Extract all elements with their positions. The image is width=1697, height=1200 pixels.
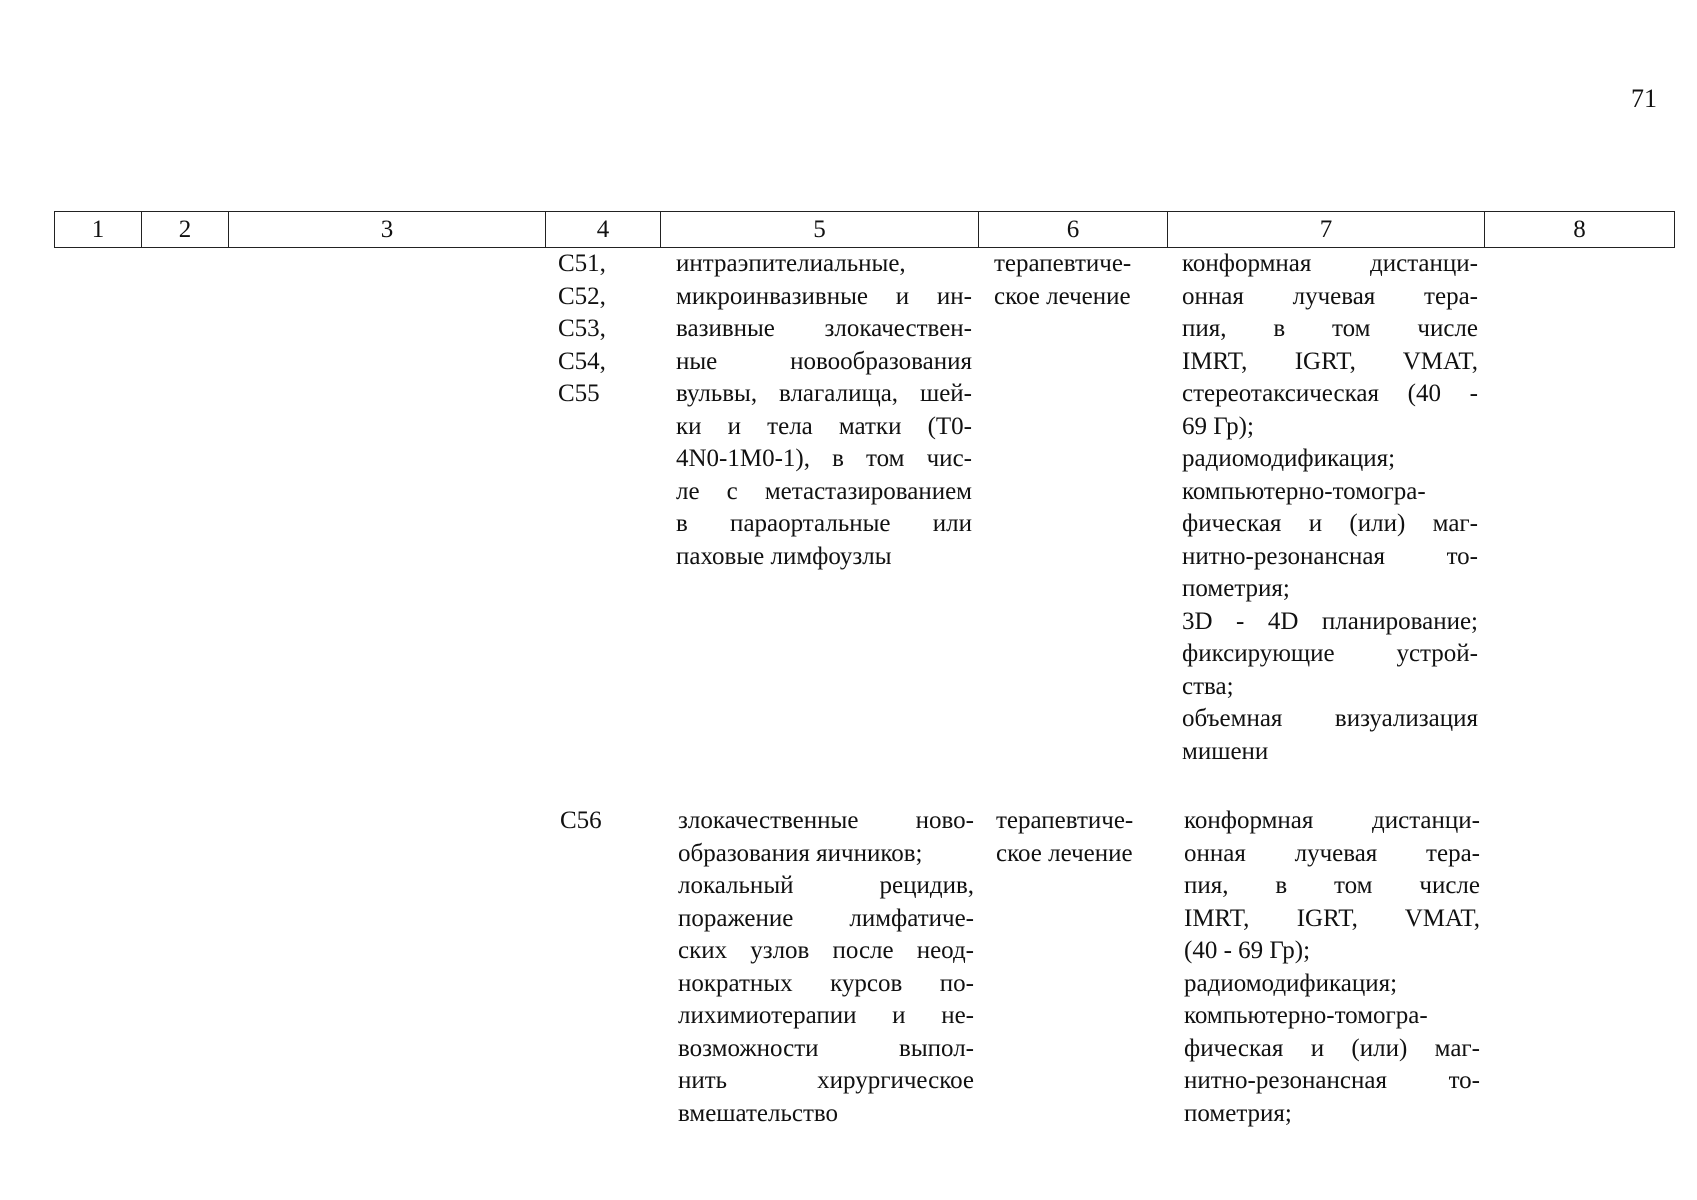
column-number-1: 1	[55, 212, 142, 248]
description-line: микроинвазивные и ин-	[676, 282, 972, 310]
method-line: радиомодификация;	[1184, 969, 1398, 997]
description-line: лихимиотерапии и не-	[678, 1002, 974, 1029]
treatment-line: ское лечение	[996, 839, 1133, 867]
method-line: (40 - 69 Гр);	[1184, 937, 1311, 964]
description-line: образования яичников;	[678, 839, 923, 867]
description-line: 4N0-1М0-1), в том чис-	[676, 445, 972, 472]
code-line: C54,	[558, 347, 606, 375]
column-number-5: 5	[661, 212, 979, 248]
description-line: интраэпителиальные,	[676, 250, 906, 277]
method-line: пия, в том числе	[1182, 315, 1478, 342]
treatment-line: терапевтиче-	[994, 250, 1132, 277]
code-line: C53,	[558, 315, 606, 342]
method-line: компьютерно-томогра-	[1182, 477, 1426, 505]
method-line: IMRT, IGRT, VMAT,	[1182, 347, 1478, 375]
method-line: пометрия;	[1184, 1099, 1292, 1127]
method-line: онная лучевая тера-	[1182, 282, 1478, 310]
method-line: стереотаксическая (40 -	[1182, 380, 1478, 407]
method-line: онная лучевая тера-	[1184, 839, 1480, 867]
method-line: нитно-резонансная то-	[1184, 1067, 1480, 1094]
method-line: ства;	[1182, 672, 1234, 700]
method-line: нитно-резонансная то-	[1182, 542, 1478, 570]
method-line: пометрия;	[1182, 575, 1290, 602]
description-line: вульвы, влагалища, шей-	[676, 380, 972, 407]
column-number-6: 6	[979, 212, 1168, 248]
method-line: фиксирующие устрой-	[1182, 640, 1478, 667]
code-line: C51,	[558, 250, 606, 277]
description-line: поражение лимфатиче-	[678, 904, 974, 932]
code-line: C55	[558, 380, 600, 407]
code-line: C52,	[558, 282, 606, 310]
method-line: радиомодификация;	[1182, 445, 1396, 472]
description-line: ских узлов после неод-	[678, 937, 974, 964]
method-line: конформная дистанци-	[1182, 250, 1478, 277]
table-header	[54, 211, 1675, 248]
column-number-7: 7	[1168, 212, 1485, 248]
treatment-line: терапевтиче-	[996, 807, 1134, 834]
method-line: конформная дистанци-	[1184, 807, 1480, 834]
description-line: возможности выпол-	[678, 1034, 974, 1062]
description-line: в параортальные или	[676, 510, 972, 537]
column-number-8: 8	[1485, 212, 1675, 248]
description-line: локальный рецидив,	[678, 872, 974, 899]
description-line: ные новообразования	[676, 347, 972, 375]
method-line: компьютерно-томогра-	[1184, 1002, 1428, 1029]
row-1-codes	[558, 248, 648, 411]
description-line: ки и тела матки (Т0-	[676, 412, 972, 440]
method-line: фическая и (или) маг-	[1184, 1034, 1480, 1062]
row-2-treatment	[996, 805, 1171, 870]
method-line: пия, в том числе	[1184, 872, 1480, 899]
method-line: 3D - 4D планирование;	[1182, 607, 1478, 635]
method-line: объемная визуализация	[1182, 705, 1478, 732]
row-2-codes	[560, 805, 650, 838]
row-1-description	[676, 248, 972, 573]
method-line: фическая и (или) маг-	[1182, 510, 1478, 537]
column-number-2: 2	[142, 212, 229, 248]
method-line: мишени	[1182, 737, 1269, 765]
column-number-3: 3	[229, 212, 546, 248]
description-line: вмешательство	[678, 1099, 839, 1127]
description-line: нократных курсов по-	[678, 969, 974, 997]
treatment-line: ское лечение	[994, 282, 1131, 310]
row-2-description	[678, 805, 974, 1130]
method-line: IMRT, IGRT, VMAT,	[1184, 904, 1480, 932]
row-1-method	[1182, 248, 1478, 768]
row-2-method	[1184, 805, 1480, 1130]
method-line: 69 Гр);	[1182, 412, 1254, 440]
page-number: 71	[1631, 84, 1657, 113]
description-line: злокачественные ново-	[678, 807, 974, 834]
description-line: паховые лимфоузлы	[676, 542, 892, 570]
code-line: C56	[560, 807, 602, 834]
description-line: вазивные злокачествен-	[676, 315, 972, 342]
description-line: ле с метастазированием	[676, 477, 972, 505]
description-line: нить хирургическое	[678, 1067, 974, 1094]
column-number-4: 4	[546, 212, 661, 248]
row-1-treatment	[994, 248, 1169, 313]
